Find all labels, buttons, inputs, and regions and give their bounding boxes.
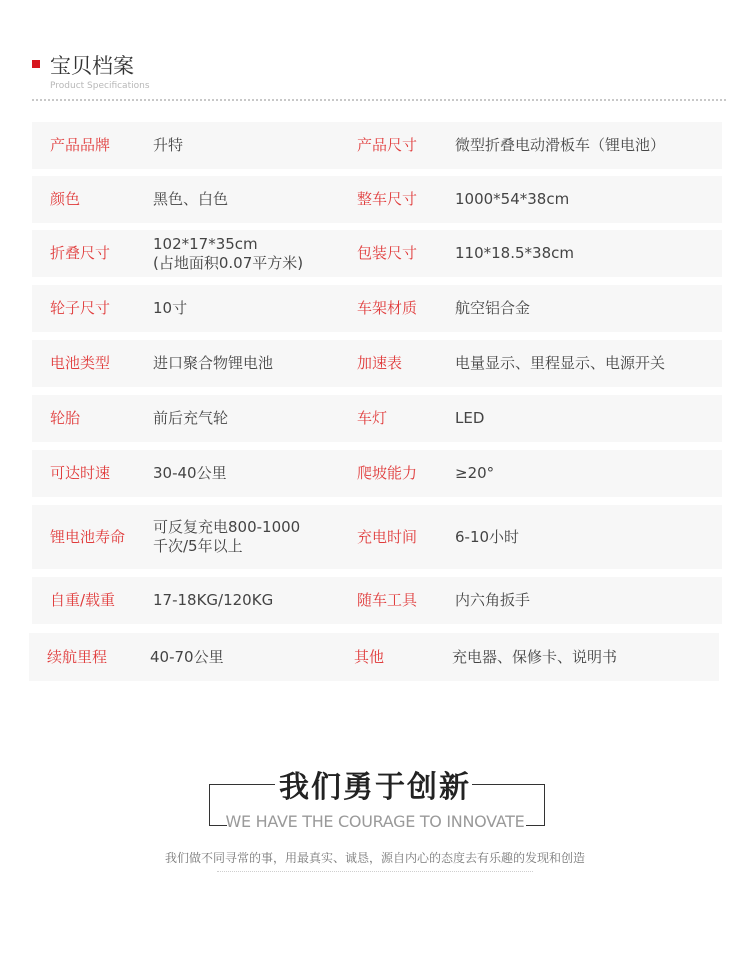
- spec-value: 微型折叠电动滑板车（锂电池）: [455, 136, 666, 154]
- red-square-icon: [32, 60, 40, 68]
- spec-row: [32, 340, 722, 387]
- spec-row: [32, 577, 722, 624]
- spec-label: 产品尺寸: [357, 136, 418, 154]
- spec-value: 30-40公里: [153, 464, 227, 482]
- spec-label: 可达时速: [50, 464, 111, 482]
- spec-label: 锂电池寿命: [50, 527, 126, 546]
- spec-label: 整车尺寸: [357, 190, 418, 208]
- spec-value: 40-70公里: [150, 647, 224, 666]
- spec-value: 黑色、白色: [153, 190, 229, 208]
- spec-label: 随车工具: [357, 591, 418, 609]
- spec-value: 17-18KG/120KG: [153, 591, 274, 609]
- spec-row: [32, 230, 722, 277]
- section-title: 宝贝档案: [50, 54, 134, 78]
- spec-label: 续航里程: [47, 647, 108, 666]
- spec-label: 车灯: [357, 409, 388, 427]
- spec-value: 前后充气轮: [153, 409, 229, 427]
- spec-label: 颜色: [50, 190, 81, 208]
- spec-label: 轮胎: [50, 409, 81, 427]
- spec-value: 1000*54*38cm: [455, 190, 570, 208]
- spec-value: 10寸: [153, 299, 188, 317]
- spec-row: [32, 395, 722, 442]
- frame-line-top-right: [472, 784, 544, 785]
- spec-value: 航空铝合金: [455, 299, 531, 317]
- slogan-title: 我们勇于创新: [279, 770, 471, 805]
- slogan-block: [0, 760, 750, 890]
- spec-value: LED: [455, 409, 485, 427]
- spec-value: 进口聚合物锂电池: [153, 354, 274, 372]
- spec-value: 可反复充电800-1000 千次/5年以上: [153, 518, 301, 555]
- spec-label: 包装尺寸: [357, 244, 418, 262]
- spec-value: 充电器、保修卡、说明书: [452, 647, 618, 666]
- spec-value: 升特: [153, 136, 184, 154]
- spec-row: [32, 176, 722, 223]
- spec-label: 车架材质: [357, 299, 418, 317]
- slogan-english: WE HAVE THE COURAGE TO INNOVATE: [225, 812, 525, 831]
- slogan-tagline: 我们做不同寻常的事，用最真实、诚恳，源自内心的态度去有乐趣的发现和创造: [164, 851, 585, 865]
- spec-value: 内六角扳手: [455, 591, 531, 609]
- spec-label: 自重/载重: [50, 591, 116, 609]
- spec-row: [32, 450, 722, 497]
- fine-print-line: [217, 871, 533, 874]
- spec-label: 产品品牌: [50, 136, 111, 154]
- frame-line-top-left: [209, 784, 275, 785]
- spec-label: 爬坡能力: [357, 464, 418, 482]
- spec-value: 6-10小时: [455, 527, 520, 546]
- spec-row: [32, 122, 722, 169]
- spec-row: [32, 285, 722, 332]
- spec-row: [32, 505, 722, 569]
- spec-label: 折叠尺寸: [50, 244, 111, 262]
- spec-label: 电池类型: [50, 354, 111, 372]
- dotted-divider: [32, 99, 726, 101]
- spec-label: 轮子尺寸: [50, 299, 111, 317]
- spec-value: ≥20°: [455, 464, 495, 482]
- spec-label: 其他: [354, 647, 385, 666]
- spec-label: 加速表: [357, 354, 403, 372]
- spec-value: 102*17*35cm (占地面积0.07平方米): [153, 234, 304, 272]
- spec-value: 110*18.5*38cm: [455, 244, 574, 262]
- spec-row: [29, 633, 719, 681]
- spec-value: 电量显示、里程显示、电源开关: [455, 354, 666, 372]
- spec-label: 充电时间: [357, 527, 418, 546]
- section-subtitle: Product Specifications: [50, 81, 150, 91]
